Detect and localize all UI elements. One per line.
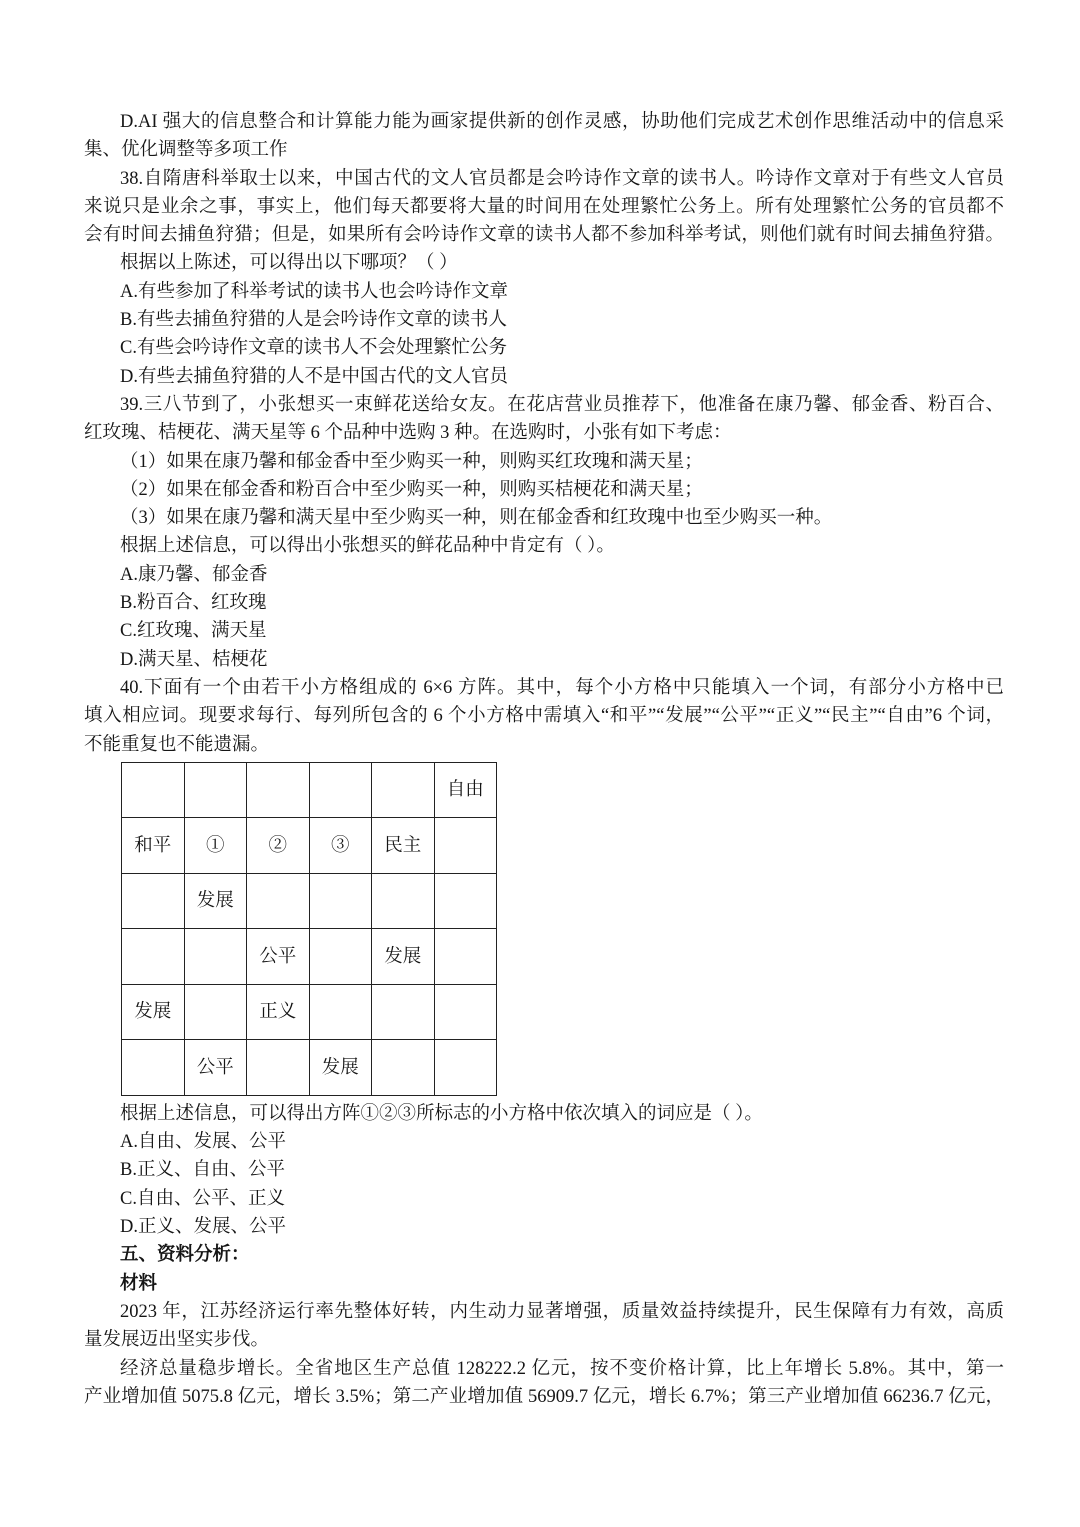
grid-cell: 民主	[372, 818, 435, 874]
condition-2: （2）如果在郁金香和粉百合中至少购买一种，则购买桔梗花和满天星；	[120, 479, 703, 500]
grid-cell	[247, 1040, 310, 1096]
question-38	[84, 165, 1004, 391]
question-stem-line: 填入相应词。现要求每行、每列所包含的 6 个小方格中需填入“和平”“发展”“公平”“正义”“民主”“自由”6 个词，	[84, 706, 1004, 727]
material-paragraph-line: 产业增加值 5075.8 亿元，增长 3.5%；第二产业增加值 56909.7 亿元，增长 6.7%；第三产业增加值 66236.7 亿元，	[84, 1386, 1004, 1407]
grid-cell	[309, 762, 372, 818]
grid-cell	[122, 762, 185, 818]
option-b: B.正义、自由、公平	[120, 1160, 285, 1181]
word-grid-6x6	[121, 762, 497, 1096]
question-stem-line: 来说只是业余之事，事实上，他们每天都要将大量的时间用在处理繁忙公务上。所有处理繁忙公务的官员都不	[84, 196, 1004, 217]
grid-row	[122, 984, 497, 1040]
grid-row	[122, 1040, 497, 1096]
grid-cell: 自由	[434, 762, 497, 818]
grid-cell: 正义	[247, 984, 310, 1040]
question-37-option-d	[84, 108, 1004, 165]
option-a: A.康乃馨、郁金香	[120, 564, 268, 585]
grid-cell	[247, 873, 310, 929]
question-stem-line: 会有时间去捕鱼狩猎；但是，如果所有会吟诗作文章的读书人都不参加科举考试，则他们就有时间去捕鱼狩猎。	[84, 225, 1004, 246]
grid-cell: 公平	[247, 929, 310, 985]
grid-cell: 发展	[372, 929, 435, 985]
grid-cell	[434, 929, 497, 985]
grid-cell	[309, 929, 372, 985]
option-d: D.有些去捕鱼狩猎的人不是中国古代的文人官员	[120, 366, 508, 387]
option-a: A.自由、发展、公平	[120, 1132, 286, 1153]
grid-cell: 发展	[184, 873, 247, 929]
option-c: C.红玫瑰、满天星	[120, 621, 267, 642]
option-b: B.粉百合、红玫瑰	[120, 593, 267, 614]
grid-cell	[184, 929, 247, 985]
grid-cell	[372, 984, 435, 1040]
question-stem-line: 不能重复也不能遗漏。	[84, 734, 270, 755]
grid-cell	[184, 762, 247, 818]
question-prompt: 根据以上陈述，可以得出以下哪项？（ ）	[120, 253, 458, 274]
material-paragraph-line: 2023 年，江苏经济运行率先整体好转，内生动力显著增强，质量效益持续提升，民生保障有力有效，高质	[120, 1301, 1004, 1322]
grid-cell	[309, 873, 372, 929]
grid-cell	[122, 873, 185, 929]
grid-row	[122, 873, 497, 929]
condition-3: （3）如果在康乃馨和满天星中至少购买一种，则在郁金香和红玫瑰中也至少购买一种。	[120, 508, 833, 529]
option-a: A.有些参加了科举考试的读书人也会吟诗作文章	[120, 281, 508, 302]
grid-cell	[372, 873, 435, 929]
question-stem-line: 40.下面有一个由若干小方格组成的 6×6 方阵。其中，每个小方格中只能填入一个词，有部分小方格中已	[120, 677, 1004, 698]
option-c: C.自由、公平、正义	[120, 1188, 285, 1209]
grid-cell	[434, 818, 497, 874]
grid-cell	[372, 1040, 435, 1096]
grid-cell-marker-3: ③	[309, 818, 372, 874]
option-d: D.满天星、桔梗花	[120, 649, 268, 670]
question-prompt: 根据上述信息，可以得出方阵①②③所标志的小方格中依次填入的词应是（ ）。	[120, 1103, 763, 1124]
grid-row	[122, 818, 497, 874]
question-stem-line: 39.三八节到了，小张想买一束鲜花送给女友。在花店营业员推荐下，他准备在康乃馨、郁金香、粉百合、	[120, 394, 1004, 415]
grid-cell-marker-2: ②	[247, 818, 310, 874]
grid-cell	[184, 984, 247, 1040]
option-d-line: 集、优化调整等多项工作	[84, 140, 288, 161]
question-stem-line: 红玫瑰、桔梗花、满天星等 6 个品种中选购 3 种。在选购时，小张有如下考虑：	[84, 423, 732, 444]
grid-cell	[434, 873, 497, 929]
grid-cell: 公平	[184, 1040, 247, 1096]
material-paragraph-line: 量发展迈出坚实步伐。	[84, 1330, 270, 1351]
section-heading: 五、资料分析：	[120, 1245, 250, 1266]
material-label: 材料	[120, 1273, 158, 1294]
question-stem-line: 38.自隋唐科举取士以来，中国古代的文人官员都是会吟诗作文章的读书人。吟诗作文章对于有些文人官员	[120, 168, 1004, 189]
question-39	[84, 391, 1004, 674]
grid-cell	[372, 762, 435, 818]
material-paragraph-line: 经济总量稳步增长。全省地区生产总值 128222.2 亿元，按不变价格计算，比上年增长 5.8%。其中，第一	[120, 1358, 1004, 1379]
grid-cell-marker-1: ①	[184, 818, 247, 874]
grid-cell	[247, 762, 310, 818]
option-d-line: D.AI 强大的信息整合和计算能力能为画家提供新的创作灵感，协助他们完成艺术创作思维活动中的信息采	[120, 112, 1004, 132]
option-d: D.正义、发展、公平	[120, 1217, 286, 1238]
grid-cell: 发展	[309, 1040, 372, 1096]
question-prompt: 根据上述信息，可以得出小张想买的鲜花品种中肯定有（ ）。	[120, 536, 615, 557]
option-b: B.有些去捕鱼狩猎的人是会吟诗作文章的读书人	[120, 310, 507, 331]
grid-cell	[122, 1040, 185, 1096]
exam-page	[84, 108, 1004, 1411]
question-40	[84, 674, 1004, 1241]
grid-row	[122, 762, 497, 818]
grid-cell	[309, 984, 372, 1040]
grid-cell	[434, 984, 497, 1040]
option-c: C.有些会吟诗作文章的读书人不会处理繁忙公务	[120, 338, 507, 359]
grid-row	[122, 929, 497, 985]
grid-cell: 发展	[122, 984, 185, 1040]
grid-cell: 和平	[122, 818, 185, 874]
grid-cell	[434, 1040, 497, 1096]
grid-cell	[122, 929, 185, 985]
section-5-data-analysis	[84, 1241, 1004, 1411]
condition-1: （1）如果在康乃馨和郁金香中至少购买一种，则购买红玫瑰和满天星；	[120, 451, 703, 472]
